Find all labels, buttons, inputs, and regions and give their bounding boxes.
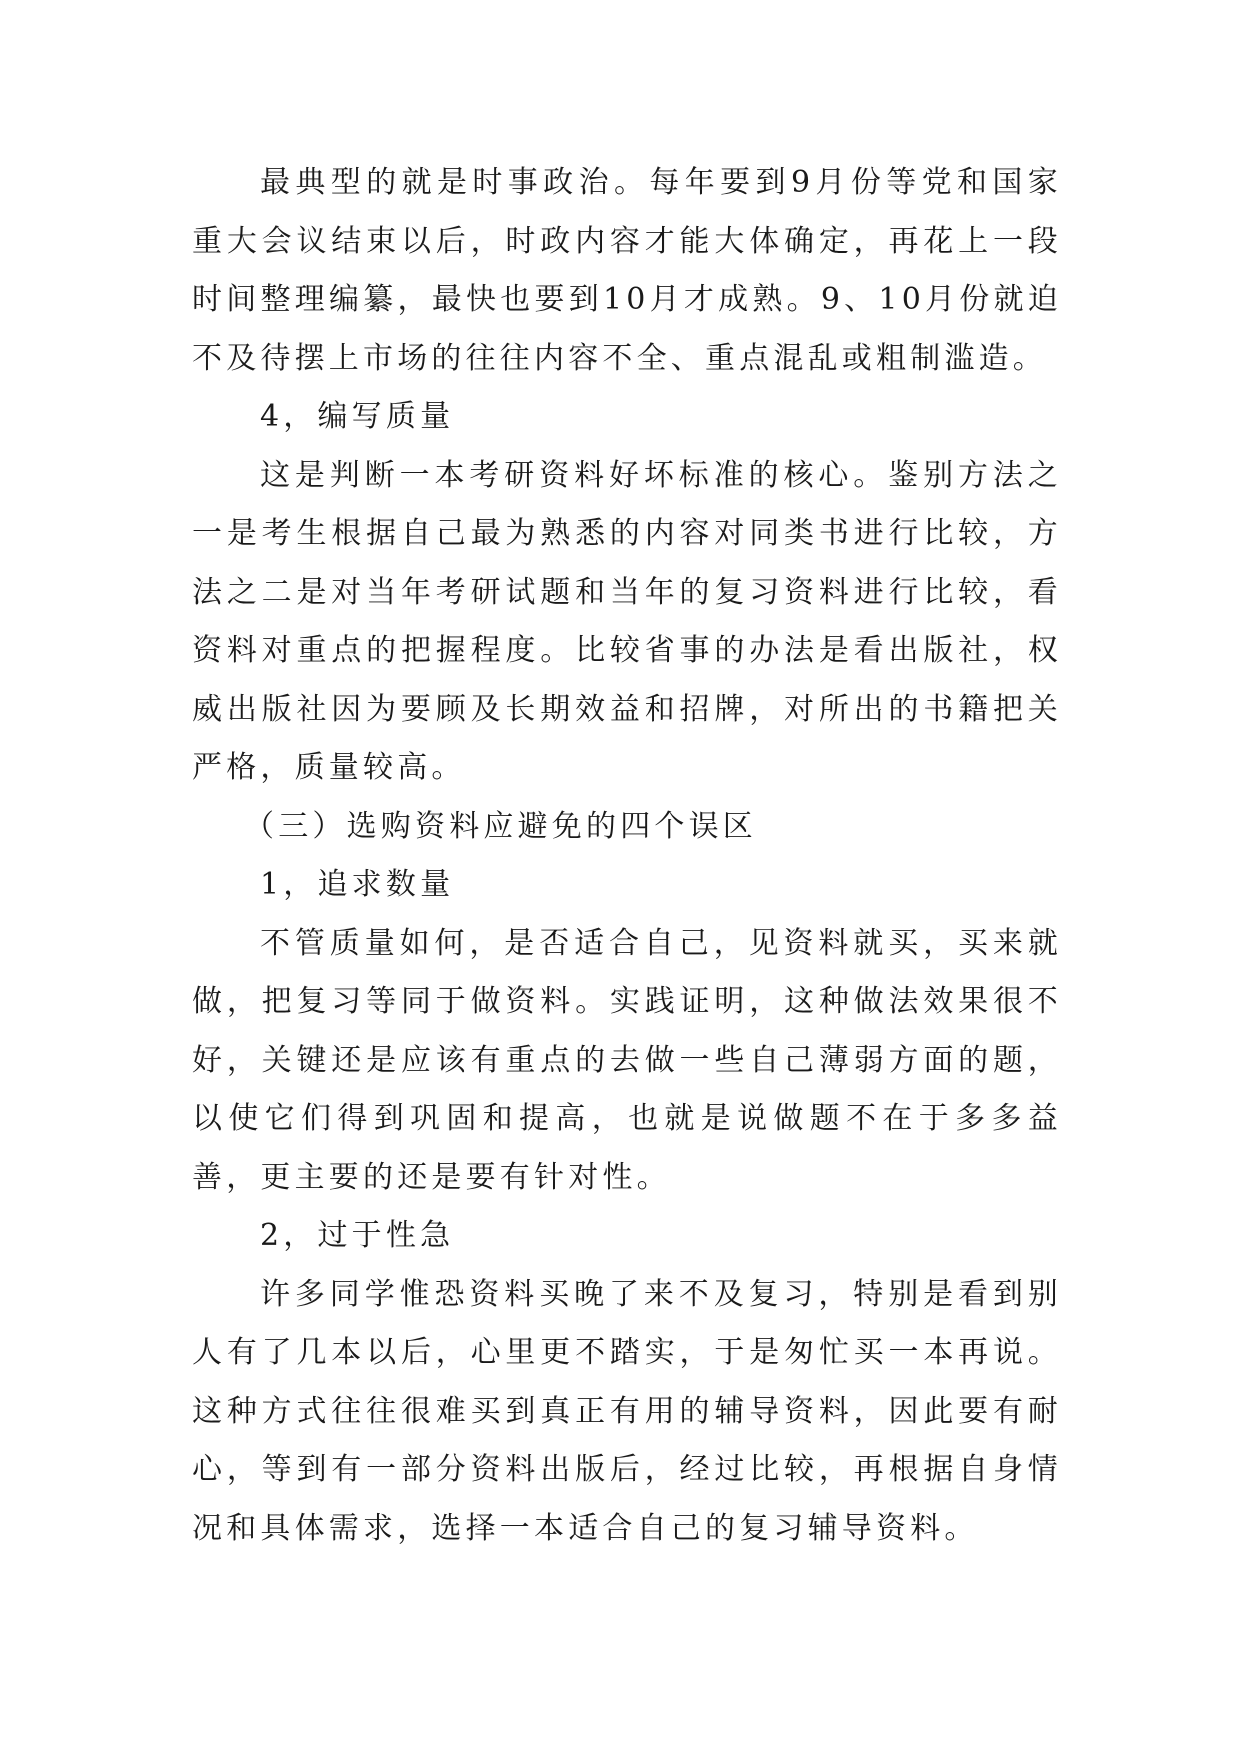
- heading-too-hasty: 2，过于性急: [260, 1218, 455, 1253]
- paragraph-pursue-quantity: 不管质量如何，是否适合自己，见资料就买，买来就做，把复习等同于做资料。实践证明，这种做法效果很不好，关键还是应该有重点的去做一些自己薄弱方面的题，以使它们得到巩固和提高，也就是说做题不在于多多益善，更主要的还是要有针对性。: [192, 925, 1062, 1195]
- paragraph-too-hasty: 许多同学惟恐资料买晚了来不及复习，特别是看到别人有了几本以后，心里更不踏实，于是匆忙买一本再说。这种方式往往很难买到真正有用的辅导资料，因此要有耐心，等到有一部分资料出版后，经过比较，再根据自身情况和具体需求，选择一本适合自己的复习辅导资料。: [192, 1276, 1062, 1546]
- paragraph-current-affairs: 最典型的就是时事政治。每年要到9月份等党和国家重大会议结束以后，时政内容才能大体确定，再花上一段时间整理编纂，最快也要到10月才成熟。9、10月份就迫不及待摆上市场的往往内容不全、重点混乱或粗制滥造。: [192, 165, 1062, 376]
- document-body: [192, 154, 1062, 1558]
- section-title-four-mistakes: （三）选购资料应避免的四个误区: [244, 808, 757, 844]
- heading-pursue-quantity: 1，追求数量: [260, 867, 455, 902]
- paragraph-writing-quality: 这是判断一本考研资料好坏标准的核心。鉴别方法之一是考生根据自己最为熟悉的内容对同类书进行比较，方法之二是对当年考研试题和当年的复习资料进行比较，看资料对重点的把握程度。比较省事的办法是看出版社，权威出版社因为要顾及长期效益和招牌，对所出的书籍把关严格，质量较高。: [192, 457, 1062, 785]
- heading-writing-quality: 4，编写质量: [260, 399, 455, 434]
